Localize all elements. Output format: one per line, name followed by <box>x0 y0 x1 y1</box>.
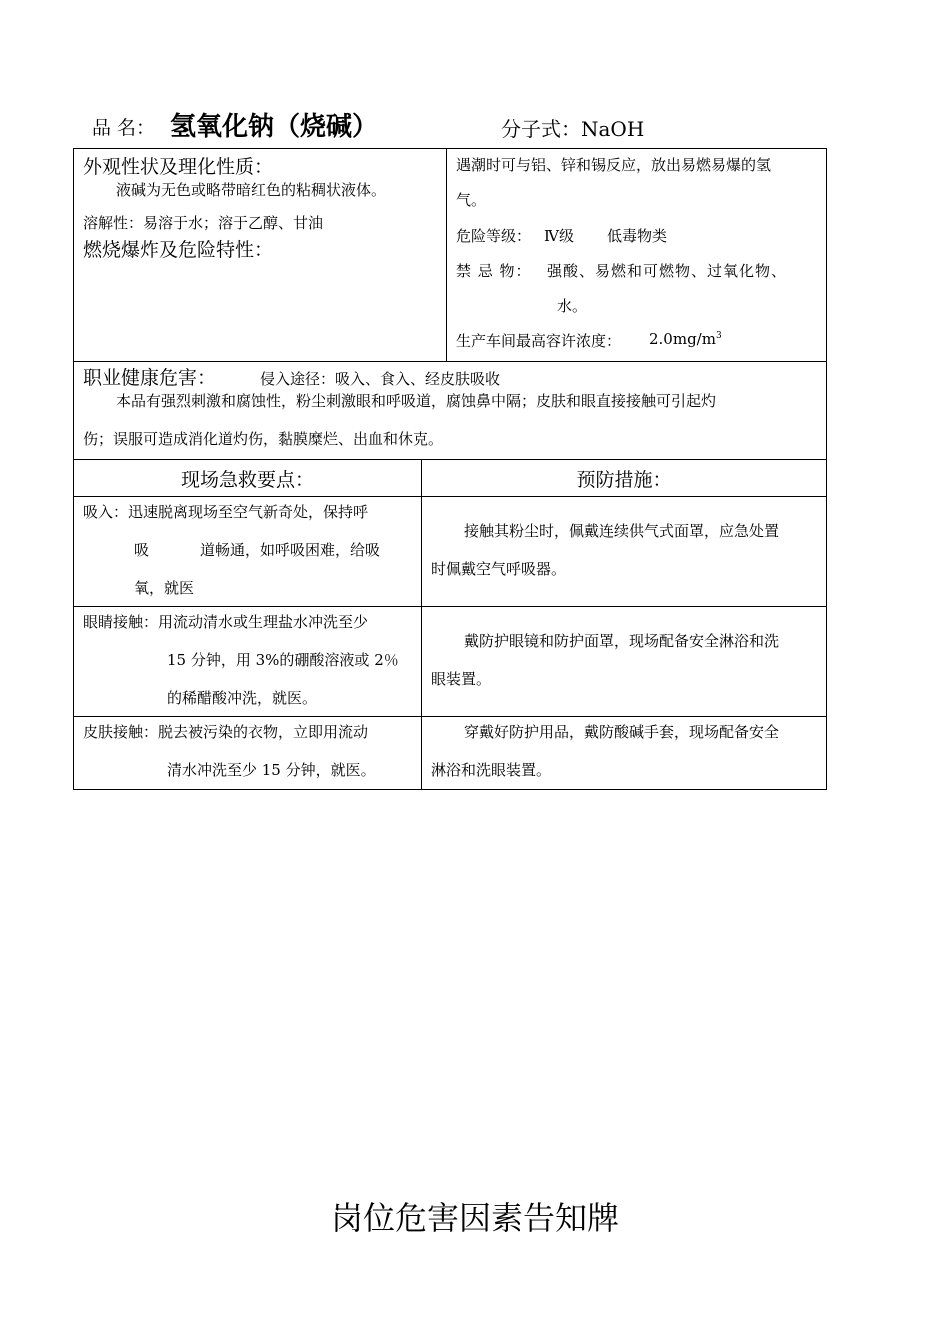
formula-value: NaOH <box>581 117 645 141</box>
prevention-eye-line1: 戴防护眼镜和防护面罩，现场配备安全淋浴和洗 <box>464 632 780 650</box>
skin-contact-line1: 皮肤接触：脱去被污染的衣物，立即用流动 <box>83 723 369 741</box>
inhalation-line1: 吸入：迅速脱离现场至空气新奇处，保持呼 <box>83 503 369 521</box>
inhalation-line3: 氧，就医 <box>134 579 195 597</box>
reactivity-line1: 遇潮时可与铝、锌和锡反应，放出易燃易爆的氢 <box>456 156 772 174</box>
mac-number: 2.0mg/m <box>649 330 716 348</box>
divider-row4 <box>74 606 826 607</box>
exposure-routes: 侵入途径：吸入、食入、经皮肤吸收 <box>260 370 501 388</box>
hazard-sheet <box>73 148 827 790</box>
prevention-title: 预防措施： <box>576 469 672 491</box>
product-name: 氢氧化钠（烧碱） <box>170 112 379 142</box>
divider-top-vertical <box>446 149 447 361</box>
divider-bottom-vertical <box>421 459 422 789</box>
health-hazard-line1: 本品有强烈刺激和腐蚀性，粉尘刺激眼和呼吸道，腐蚀鼻中隔；皮肤和眼直接接触可引起灼 <box>116 392 717 410</box>
eye-contact-line1: 眼睛接触：用流动清水或生理盐水冲洗至少 <box>83 613 369 631</box>
toxicity-class: 低毒物类 <box>607 227 668 245</box>
incompatible-label: 禁 忌 物： <box>456 262 532 280</box>
skin-contact-line2: 清水冲洗至少 15 分钟，就医。 <box>167 761 376 779</box>
prevention-inhalation-line1: 接触其粉尘时，佩戴连续供气式面罩，应急处置 <box>464 522 780 540</box>
inhalation-line2a: 吸 <box>134 541 150 559</box>
health-hazard-line2: 伤；误服可造成消化道灼伤，黏膜糜烂、出血和休克。 <box>83 430 444 448</box>
mac-unit-superscript: 3 <box>715 331 722 341</box>
eye-contact-line2: 15 分钟，用 3%的硼酸溶液或 2％ <box>167 651 399 669</box>
first-aid-title: 现场急救要点： <box>180 469 314 491</box>
divider-row1 <box>74 361 826 362</box>
hazard-class-value: Ⅳ级 <box>544 227 574 245</box>
hazard-class-label: 危险等级： <box>456 227 532 245</box>
incompatible-line2: 水。 <box>557 297 588 315</box>
health-hazard-title: 职业健康危害： <box>83 367 217 389</box>
molecular-formula <box>501 113 644 142</box>
notice-board-title: 岗位危害因素告知牌 <box>330 1199 619 1237</box>
prevention-eye-line2: 眼装置。 <box>431 670 492 688</box>
divider-row3 <box>74 496 826 497</box>
divider-row5 <box>74 716 826 717</box>
incompatible-line1: 强酸、易燃和可燃物、过氧化物、 <box>547 262 788 280</box>
product-name-label: 品 名： <box>92 117 156 139</box>
prevention-skin-line2: 淋浴和洗眼装置。 <box>431 761 552 779</box>
reactivity-line2: 气。 <box>456 191 487 209</box>
appearance-text: 液碱为无色或略带暗红色的粘稠状液体。 <box>116 181 387 199</box>
prevention-inhalation-line2: 时佩戴空气呼吸器。 <box>431 560 567 578</box>
mac-value <box>649 330 722 348</box>
prevention-skin-line1: 穿戴好防护用品，戴防酸碱手套，现场配备安全 <box>464 723 780 741</box>
combustion-hazard-title: 燃烧爆炸及危险特性： <box>83 239 274 261</box>
formula-label: 分子式： <box>501 117 581 141</box>
solubility-text: 溶解性：易溶于水；溶于乙醇、甘油 <box>83 214 324 232</box>
divider-row2 <box>74 459 826 460</box>
eye-contact-line3: 的稀醋酸冲洗，就医。 <box>167 689 318 707</box>
properties-title: 外观性状及理化性质： <box>83 156 274 178</box>
mac-label: 生产车间最高容许浓度： <box>456 332 622 350</box>
inhalation-line2b: 道畅通，如呼吸困难，给吸 <box>200 541 381 559</box>
